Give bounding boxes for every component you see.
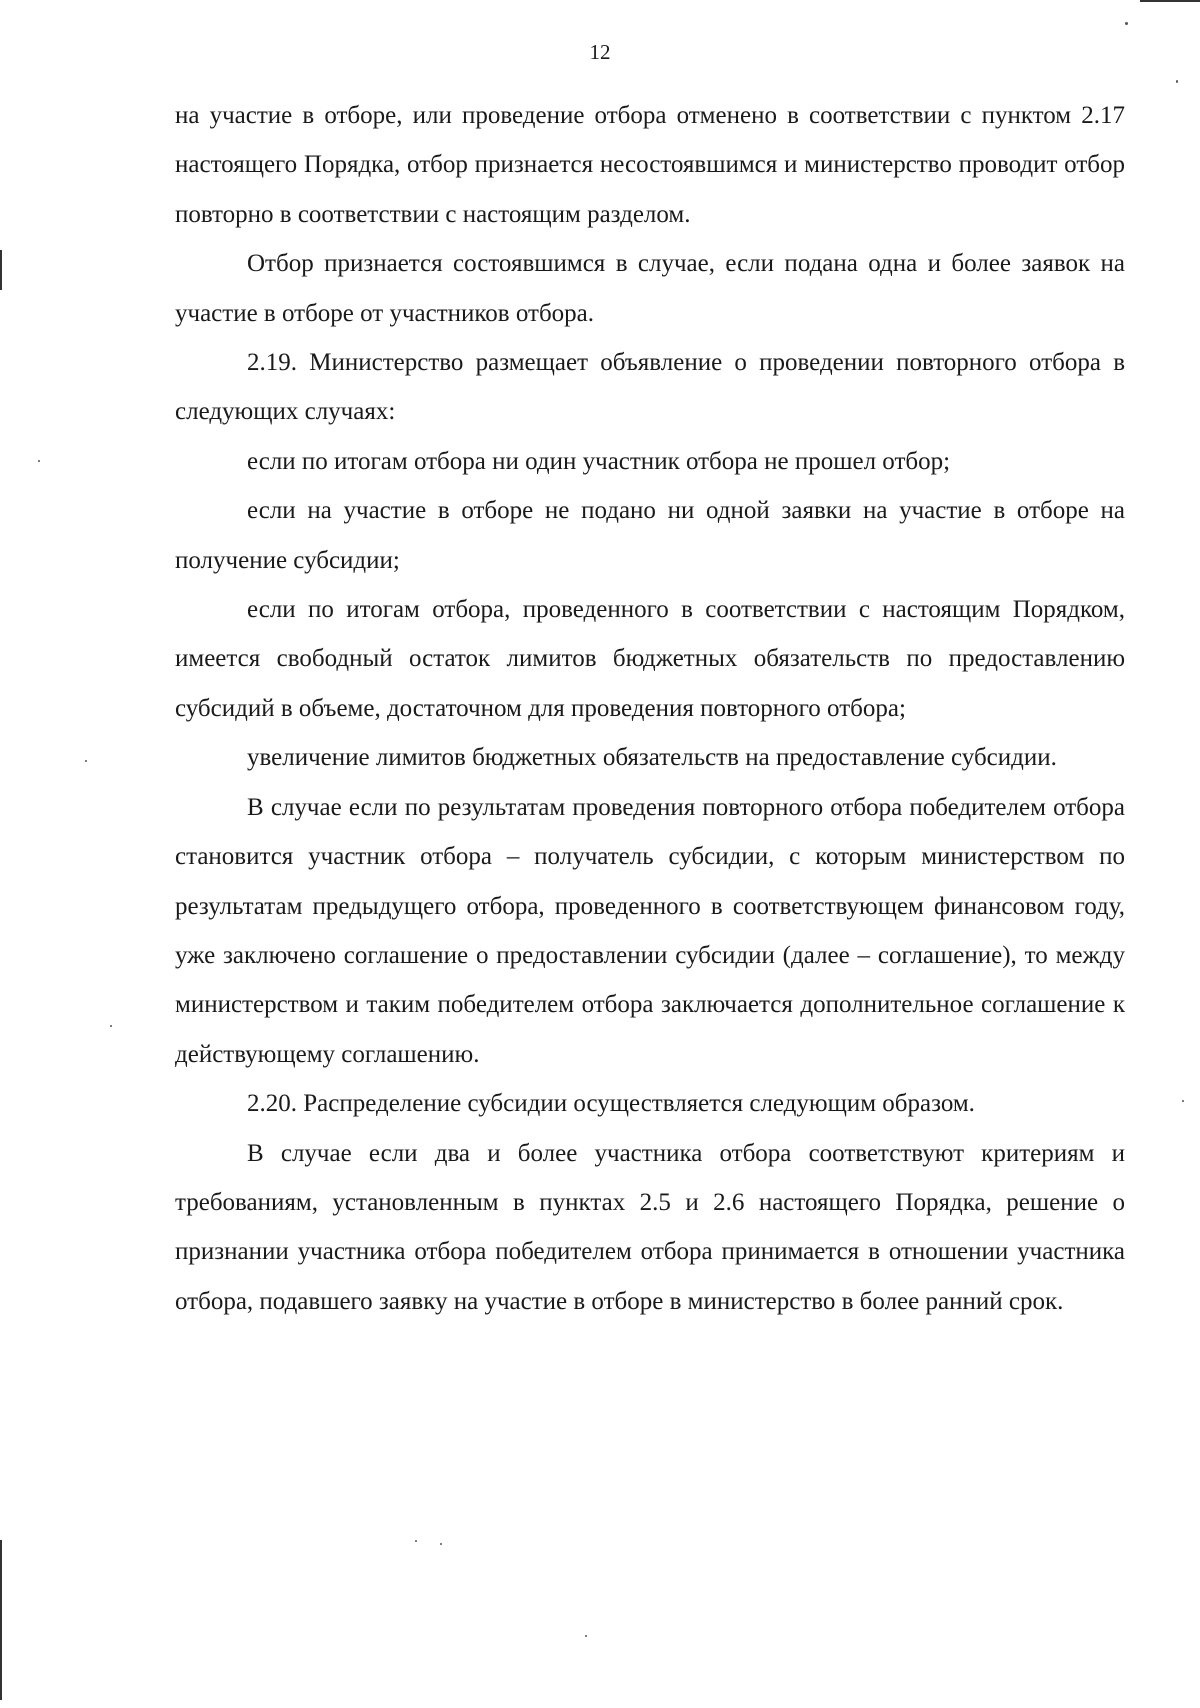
scan-speck	[1125, 22, 1128, 25]
list-item-case-4: увеличение лимитов бюджетных обязательств на предоставление субсидии.	[247, 744, 1057, 772]
scan-speck	[440, 1543, 442, 1545]
list-item-case-3: если по итогам отбора, проведенного в соответствии с настоящим Порядком, имеется свободный остаток лимитов бюджетных обязательств по предоставлению субсидий в объеме, достаточном для проведения повторного отбора;	[175, 596, 1125, 722]
scan-speck	[1176, 80, 1178, 83]
scan-edge-mark-top-right	[1140, 0, 1200, 2]
document-body	[175, 91, 1125, 1326]
paragraph-selection-valid: Отбор признается состоявшимся в случае, если подана одна и более заявок на участие в отборе от участников отбора.	[175, 250, 1125, 327]
page-number: 12	[589, 40, 611, 64]
scan-speck	[415, 1540, 417, 1542]
scan-speck	[585, 1635, 587, 1637]
scan-edge-mark-left-lower	[0, 1540, 2, 1700]
scan-speck	[1182, 1100, 1184, 1102]
paragraph-distribution-rule: В случае если два и более участника отбора соответствуют критериям и требованиям, установленным в пунктах 2.5 и 2.6 настоящего Порядка, решение о признании участника отбора победителем отбора принимается в отношении участника отбора, подавшего заявку на участие в отборе в министерство в более ранний срок.	[175, 1139, 1125, 1315]
paragraph-clause-2-19: 2.19. Министерство размещает объявление о проведении повторного отбора в следующих случаях:	[175, 349, 1125, 426]
scan-edge-mark-left	[0, 250, 2, 290]
scan-speck	[85, 760, 87, 762]
paragraph-continuation: на участие в отборе, или проведение отбора отменено в соответствии с пунктом 2.17 настоящего Порядка, отбор признается несостоявшимся и министерство проводит отбор повторно в соответствии с настоящим разделом.	[175, 102, 1125, 228]
paragraph-repeat-winner: В случае если по результатам проведения повторного отбора победителем отбора становится участник отбора – получатель субсидии, с которым министерством по результатам предыдущего отбора, проведенного в соответствующем финансовом году, уже заключено соглашение о предоставлении субсидии (далее – соглашение), то между министерством и таким победителем отбора заключается дополнительное соглашение к действующему соглашению.	[175, 793, 1125, 1068]
list-item-case-1: если по итогам отбора ни один участник отбора не прошел отбор;	[247, 447, 951, 475]
paragraph-clause-2-20: 2.20. Распределение субсидии осуществляется следующим образом.	[247, 1090, 975, 1118]
scan-speck	[38, 460, 40, 462]
scan-speck	[110, 1025, 112, 1027]
list-item-case-2: если на участие в отборе не подано ни одной заявки на участие в отборе на получение субсидии;	[175, 497, 1125, 574]
